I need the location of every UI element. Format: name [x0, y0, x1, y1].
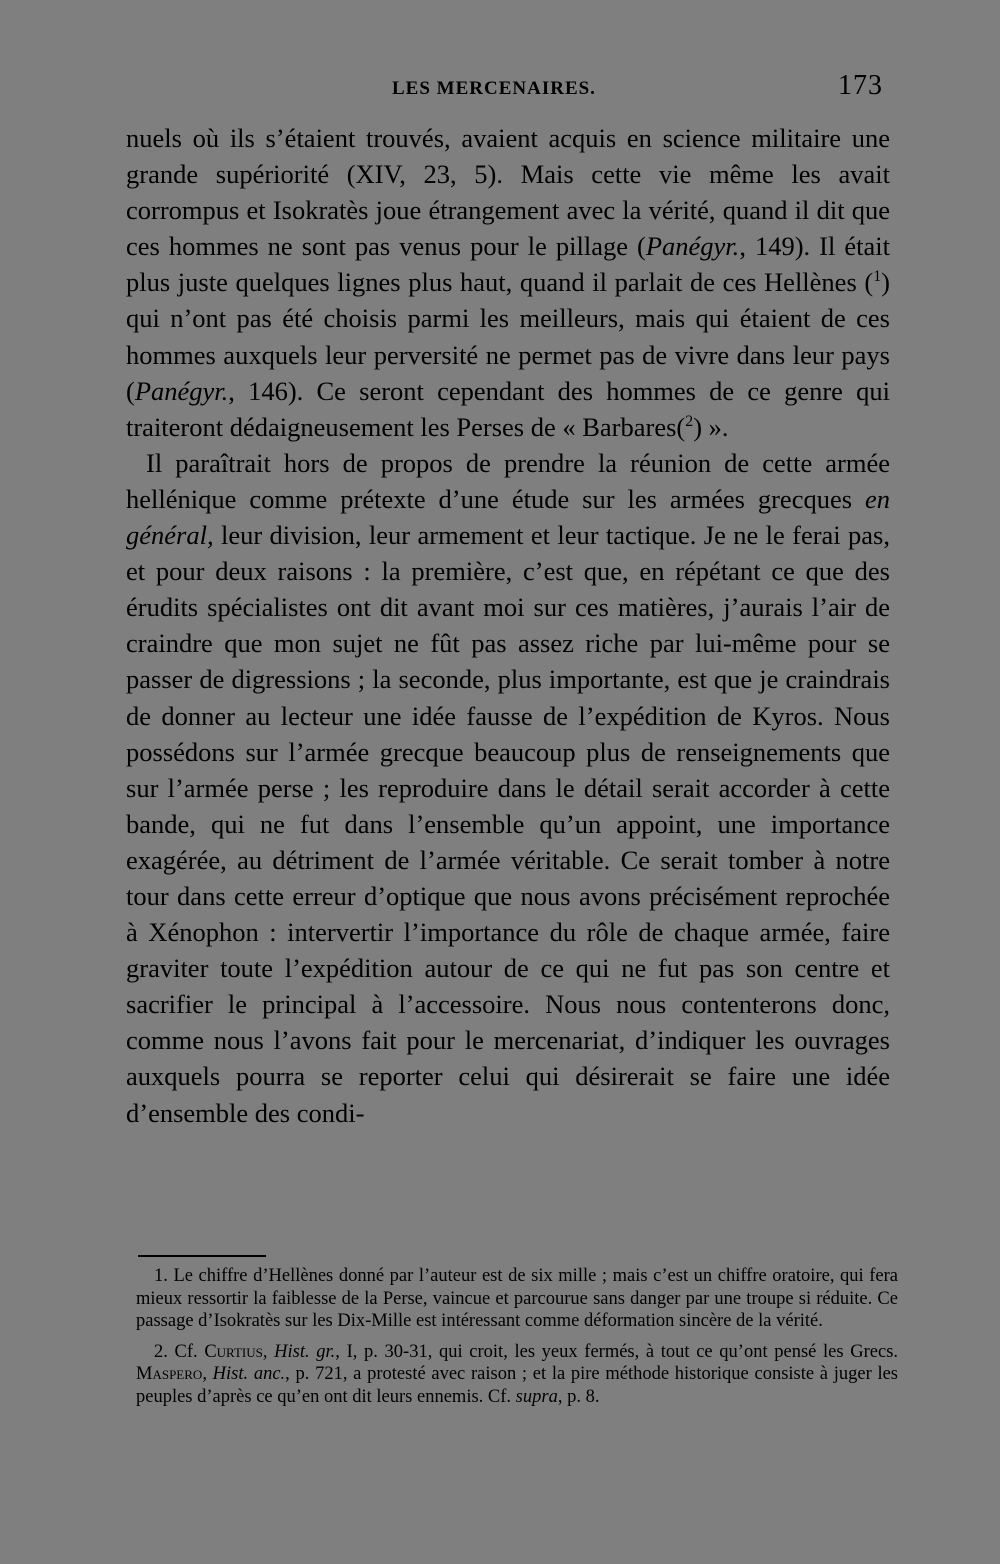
text-run: ) ». — [693, 411, 729, 442]
text-run: , 149). Il était plus juste quelques lignes plus haut, quand il parlait de ces Hellènes ( — [126, 231, 891, 298]
footnotes — [136, 1265, 898, 1416]
text-run: , — [262, 1341, 275, 1362]
paragraph-2 — [126, 445, 890, 1131]
paragraph-1 — [126, 120, 890, 445]
text-run: Il paraîtrait hors de propos de prendre la réunion de cette armée hellénique comme prétexte d’une étude sur les armées grecques — [126, 447, 890, 514]
text-run: 2. Cf. — [154, 1341, 205, 1362]
footnote-reference: 1 — [873, 268, 882, 286]
footnote-reference: 2 — [685, 412, 694, 430]
text-run: 1. Le chiffre d’Hellènes donné par l’auteur est de six mille ; mais c’est un chiffre oratoire, qui fera mieux ressortir la faiblesse de la Perse, vaincue et parcourue sans danger par une troupe si réduite. Ce passage d’Isokratès sur les Dix-Mille est intéressant comme déformation sincère de la vérité. — [136, 1266, 898, 1331]
author-name: Curtius — [204, 1341, 263, 1362]
author-name: Maspero — [136, 1364, 203, 1384]
text-run: , 146). Ce seront cependant des hommes de ce genre qui traiteront dédaigneusement les Perses de « Barbares( — [126, 375, 890, 442]
text-run: leur division, leur armement et leur tactique. Je ne le ferai pas, et pour deux raisons : la première, c’est que, en répétant ce que des érudits spécialistes ont dit avant moi sur ces matières, j’aurais l’air de craindre que mon sujet ne fût pas assez riche par lui-même pour se passer de digressions ; la seconde, plus importante, est que je craindrais de donner au lecteur une idée fausse de l’expédition de Kyros. Nous possédons sur l’armée grecque beaucoup plus de renseignements que sur l’armée perse ; les reproduire dans le détail serait accorder à cette bande, qui ne fut dans l’ensemble qu’un appoint, une importance exagérée, au détriment de l’armée véritable. Ce serait tomber à notre tour dans cette erreur d’optique que nous avons précisément reprochée à Xénophon : intervertir l’importance du rôle de chaque armée, faire graviter toute l’expédition autour de ce qui ne fut pas son centre et sacrifier le principal à l’accessoire. Nous nous contenterons donc, comme nous l’avons fait pour le mercenariat, d’indiquer les ouvrages auxquels pourra se reporter celui qui désirerait se faire une idée d’ensemble des condi- — [126, 520, 890, 1128]
text-run: , I, p. 30-31, qui croit, les yeux fermés, à tout ce qu’ont pensé les Grecs. — [335, 1341, 899, 1362]
italic-run: supra — [515, 1386, 558, 1407]
italic-run: Hist. anc. — [212, 1364, 286, 1384]
italic-run: Panégyr. — [134, 375, 229, 406]
running-title: LES MERCENAIRES. — [392, 78, 596, 99]
italic-run: en général, — [126, 483, 890, 551]
text-run: , p. 8. — [557, 1386, 600, 1407]
italic-run: Hist. gr. — [274, 1341, 336, 1362]
footnote-2 — [136, 1341, 898, 1409]
text-run: nuels où ils s’étaient trouvés, avaient acquis en science militaire une grande supériorité (XIV, 23, 5). Mais cette vie même les avait corrompus et Isokratès joue étrangement avec la vérité, quand il dit que ces hommes ne sont pas venus pour le pillage ( — [126, 123, 890, 262]
footnote-1 — [136, 1265, 898, 1333]
footnote-rule — [138, 1255, 266, 1257]
text-run: , p. 721, a protesté avec raison ; et la pire méthode historique consiste à juger les peuples d’après ce qu’en ont dit leurs ennemis. Cf. — [136, 1364, 898, 1407]
italic-run: Panégyr. — [645, 231, 740, 262]
page-number: 173 — [838, 70, 883, 101]
text-run: , — [202, 1364, 213, 1384]
text-run: ) qui n’ont pas été choisis parmi les meilleurs, mais qui étaient de ces hommes auxquels leur perversité ne permet pas de vivre dans leur pays ( — [126, 267, 890, 406]
body-text — [126, 120, 890, 1131]
